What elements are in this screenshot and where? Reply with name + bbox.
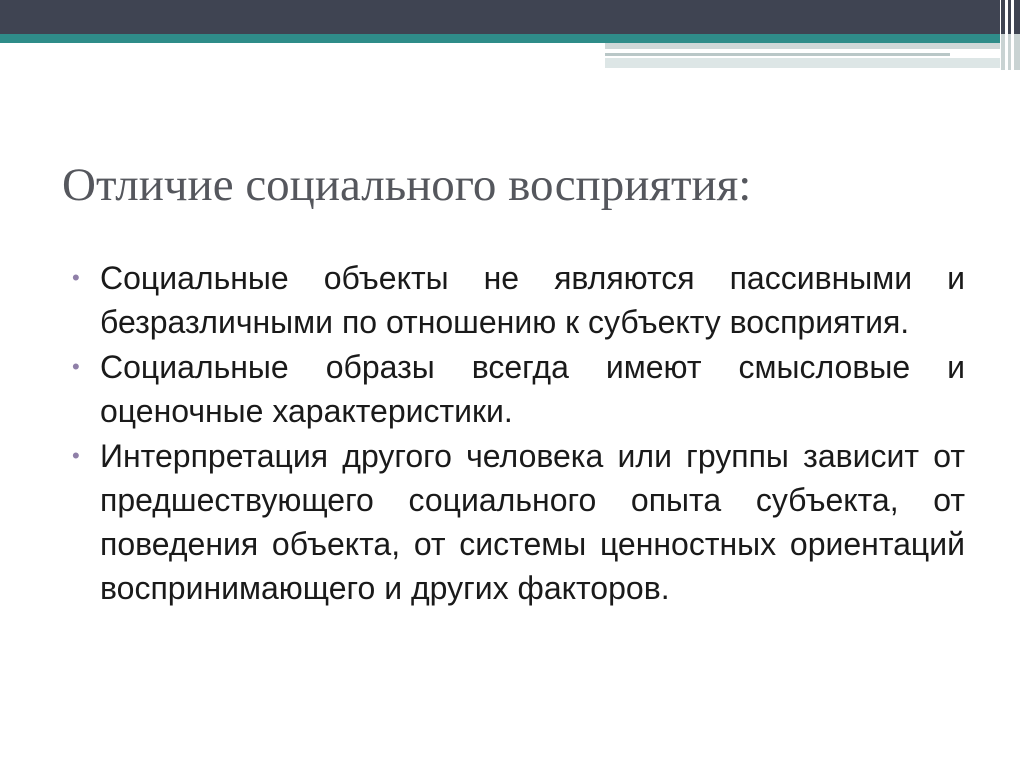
header-stripe-dark bbox=[1014, 0, 1020, 34]
header-band-light bbox=[605, 43, 1000, 49]
slide-title: Отличие социального восприятия: bbox=[62, 159, 752, 211]
bullet-list bbox=[72, 256, 965, 611]
bullet-text: Социальные объекты не являются пассивными и безразличными по отношению к субъекту восприятия. bbox=[100, 260, 965, 340]
header-band-teal bbox=[0, 34, 1000, 43]
header-stripe-dark bbox=[1001, 0, 1005, 34]
bullet-item bbox=[72, 434, 965, 610]
bullet-item bbox=[72, 345, 965, 433]
bullet-dot-icon: • bbox=[72, 443, 80, 468]
header-band-dark bbox=[0, 0, 1000, 34]
bullet-item bbox=[72, 256, 965, 344]
bullet-dot-icon: • bbox=[72, 354, 80, 379]
header-band-thin bbox=[605, 53, 950, 56]
header-stripe-dark bbox=[1008, 0, 1011, 34]
bullet-text: Интерпретация другого человека или группы зависит от предшествующего социального опыта субъекта, от поведения объекта, от системы ценностных ориентаций воспринимающего и других факторов. bbox=[100, 438, 965, 606]
bullet-text: Социальные образы всегда имеют смысловые и оценочные характеристики. bbox=[100, 349, 965, 429]
bullet-dot-icon: • bbox=[72, 265, 80, 290]
header-band-pale bbox=[605, 58, 1000, 68]
